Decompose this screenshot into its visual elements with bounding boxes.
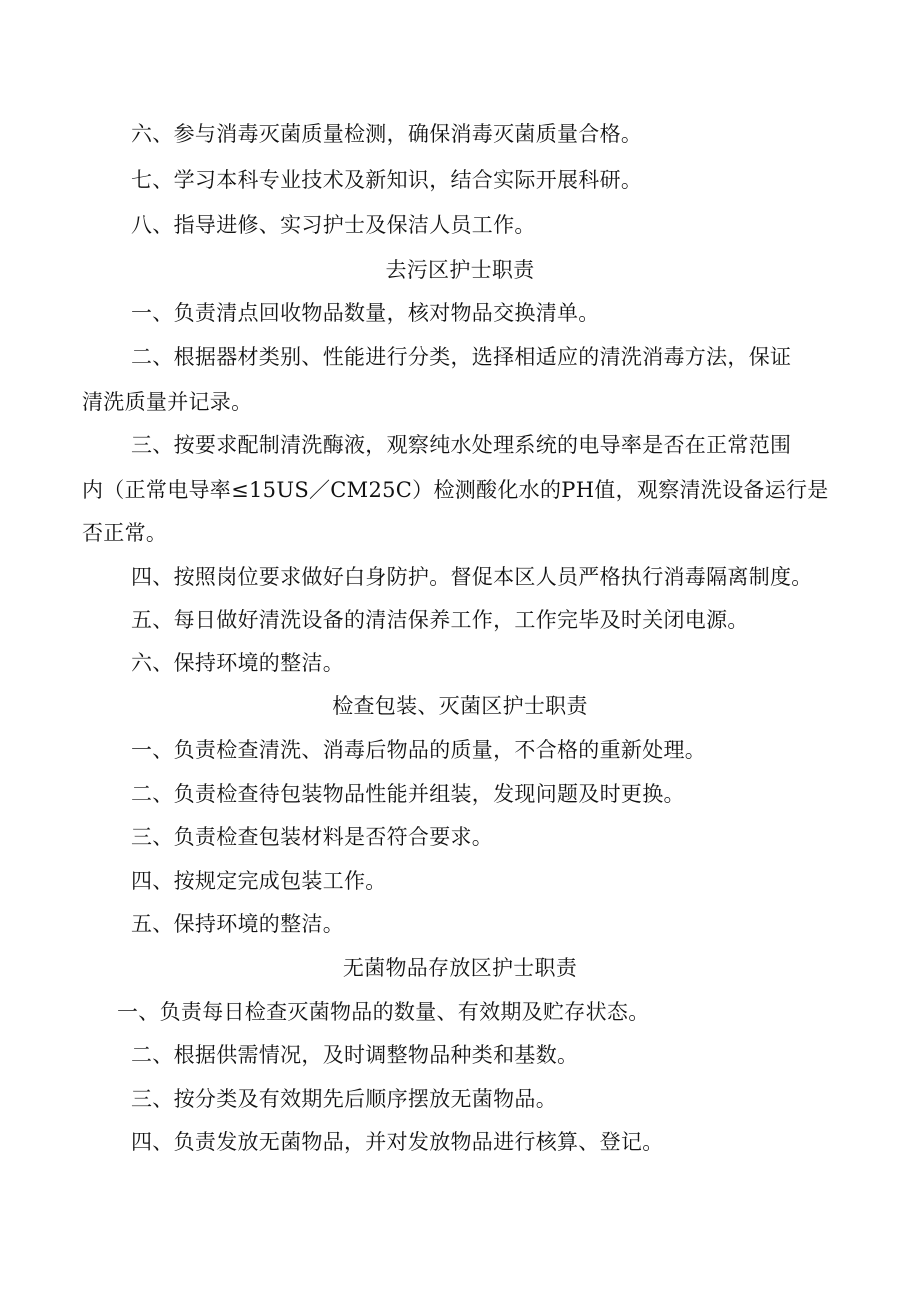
paragraph-continuation: 清洗质量并记录。: [82, 390, 253, 414]
paragraph: 一、负责每日检查灭菌物品的数量、有效期及贮存状态。: [117, 1000, 650, 1024]
paragraph: 四、按规定完成包装工作。: [131, 869, 387, 893]
paragraph: 一、负责清点回收物品数量，核对物品交换清单。: [131, 301, 600, 325]
paragraph: 四、按照岗位要求做好白身防护。督促本区人员严格执行消毒隔离制度。: [131, 565, 813, 589]
paragraph: 三、按要求配制清洗酶液，观察纯水处理系统的电导率是否在正常范围: [131, 433, 792, 457]
paragraph: 七、学习本科专业技术及新知识，结合实际开展科研。: [131, 168, 643, 192]
paragraph: 五、每日做好清洗设备的清洁保养工作，工作完毕及时关闭电源。: [131, 608, 749, 632]
paragraph: 一、负责检查清洗、消毒后物品的质量，不合格的重新处理。: [131, 738, 707, 762]
paragraph: 六、保持环境的整洁。: [131, 651, 344, 675]
paragraph: 五、保持环境的整洁。: [131, 912, 344, 936]
paragraph: 二、根据供需情况，及时调整物品种类和基数。: [131, 1043, 579, 1067]
paragraph: 二、负责检查待包装物品性能并组装，发现问题及时更换。: [131, 782, 685, 806]
paragraph: 四、负责发放无菌物品，并对发放物品进行核算、登记。: [131, 1130, 664, 1154]
section-title-packaging-sterilization: 检查包装、灭菌区护士职责: [332, 694, 588, 718]
section-title-decontamination: 去污区护士职责: [385, 258, 535, 282]
paragraph: 三、按分类及有效期先后顺序摆放无菌物品。: [131, 1087, 557, 1111]
paragraph: 八、指导进修、实习护士及保洁人员工作。: [131, 213, 536, 237]
paragraph: 六、参与消毒灭菌质量检测，确保消毒灭菌质量合格。: [131, 122, 643, 146]
paragraph: 二、根据器材类别、性能进行分类，选择相适应的清洗消毒方法，保证: [131, 345, 792, 369]
paragraph-continuation: 内（正常电导率≤15US／CM25C）检测酸化水的PH值，观察清洗设备运行是: [82, 478, 829, 502]
paragraph-continuation: 否正常。: [82, 521, 168, 545]
section-title-sterile-storage: 无菌物品存放区护士职责: [342, 956, 578, 980]
paragraph: 三、负责检查包装材料是否符合要求。: [131, 825, 494, 849]
